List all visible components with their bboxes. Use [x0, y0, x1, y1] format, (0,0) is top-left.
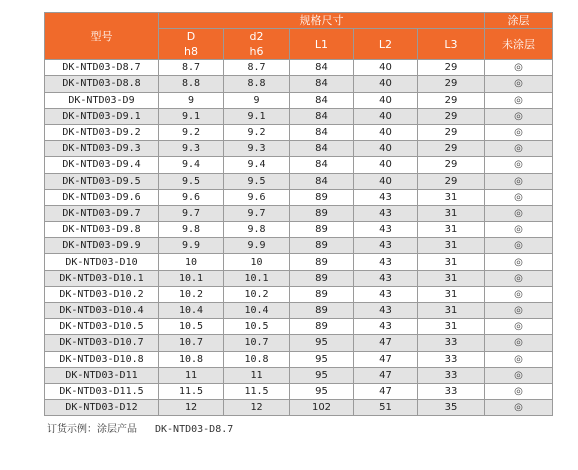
- cell-D: 9.5: [159, 173, 224, 189]
- table-row: [45, 238, 553, 254]
- table-row: [45, 319, 553, 335]
- cell-D: 10: [159, 254, 224, 270]
- cell-D: 10.8: [159, 351, 224, 367]
- cell-d2: 8.8: [224, 76, 290, 92]
- table-header: [45, 13, 553, 60]
- cell-D: 10.4: [159, 303, 224, 319]
- cell-D: 9.7: [159, 205, 224, 221]
- cell-L2: 40: [354, 124, 418, 140]
- cell-model: DK-NTD03-D10.8: [45, 351, 159, 367]
- cell-coating-mark: ◎: [485, 319, 553, 335]
- cell-D: 9.2: [159, 124, 224, 140]
- cell-coating-mark: ◎: [485, 270, 553, 286]
- cell-D: 8.7: [159, 60, 224, 76]
- cell-coating-mark: ◎: [485, 92, 553, 108]
- table-row: [45, 173, 553, 189]
- cell-L1: 89: [290, 319, 354, 335]
- cell-L2: 51: [354, 400, 418, 416]
- cell-L1: 84: [290, 92, 354, 108]
- table-row: [45, 222, 553, 238]
- cell-L1: 89: [290, 303, 354, 319]
- cell-L3: 29: [418, 60, 485, 76]
- cell-coating-mark: ◎: [485, 141, 553, 157]
- cell-d2: 12: [224, 400, 290, 416]
- cell-D: 10.2: [159, 286, 224, 302]
- header-col-D: [159, 29, 224, 60]
- header-col-d2: [224, 29, 290, 60]
- cell-L2: 40: [354, 108, 418, 124]
- cell-model: DK-NTD03-D11.5: [45, 383, 159, 399]
- table-row: [45, 108, 553, 124]
- cell-L1: 102: [290, 400, 354, 416]
- cell-d2: 9.9: [224, 238, 290, 254]
- table-row: [45, 335, 553, 351]
- cell-D: 9.6: [159, 189, 224, 205]
- cell-coating-mark: ◎: [485, 286, 553, 302]
- cell-L1: 89: [290, 286, 354, 302]
- cell-d2: 9.3: [224, 141, 290, 157]
- cell-L2: 43: [354, 254, 418, 270]
- cell-L3: 33: [418, 351, 485, 367]
- cell-d2: 10.8: [224, 351, 290, 367]
- cell-L3: 29: [418, 76, 485, 92]
- cell-d2: 10.1: [224, 270, 290, 286]
- cell-L2: 47: [354, 335, 418, 351]
- cell-coating-mark: ◎: [485, 173, 553, 189]
- table-row: [45, 92, 553, 108]
- cell-L3: 31: [418, 270, 485, 286]
- cell-coating-mark: ◎: [485, 222, 553, 238]
- cell-d2: 9.6: [224, 189, 290, 205]
- cell-D: 10.5: [159, 319, 224, 335]
- cell-L3: 33: [418, 335, 485, 351]
- header-model: 型号: [45, 13, 159, 60]
- cell-coating-mark: ◎: [485, 303, 553, 319]
- table-row: [45, 303, 553, 319]
- cell-D: 9.4: [159, 157, 224, 173]
- cell-L1: 89: [290, 205, 354, 221]
- cell-L3: 31: [418, 189, 485, 205]
- cell-d2: 9.1: [224, 108, 290, 124]
- cell-L3: 29: [418, 173, 485, 189]
- cell-D: 9.8: [159, 222, 224, 238]
- cell-D: 8.8: [159, 76, 224, 92]
- cell-L3: 33: [418, 383, 485, 399]
- cell-d2: 9.7: [224, 205, 290, 221]
- cell-L2: 40: [354, 60, 418, 76]
- table-row: [45, 351, 553, 367]
- cell-coating-mark: ◎: [485, 157, 553, 173]
- table-row: [45, 124, 553, 140]
- table-row: [45, 189, 553, 205]
- header-coating-group: 涂层: [485, 13, 553, 29]
- cell-model: DK-NTD03-D10.7: [45, 335, 159, 351]
- header-coating-uncoated: 未涂层: [485, 29, 553, 60]
- cell-D: 10.1: [159, 270, 224, 286]
- cell-model: DK-NTD03-D8.7: [45, 60, 159, 76]
- table-row: [45, 141, 553, 157]
- cell-L2: 47: [354, 367, 418, 383]
- cell-L2: 43: [354, 270, 418, 286]
- cell-L2: 40: [354, 173, 418, 189]
- cell-model: DK-NTD03-D9.9: [45, 238, 159, 254]
- cell-d2: 10.7: [224, 335, 290, 351]
- header-col-d2-line2: h6: [249, 45, 264, 59]
- table-body: [45, 60, 553, 416]
- header-col-D-line1: D: [186, 30, 196, 44]
- cell-d2: 10.2: [224, 286, 290, 302]
- cell-L3: 31: [418, 222, 485, 238]
- cell-model: DK-NTD03-D10.1: [45, 270, 159, 286]
- header-col-L3: L3: [418, 29, 485, 60]
- cell-coating-mark: ◎: [485, 60, 553, 76]
- cell-model: DK-NTD03-D9.7: [45, 205, 159, 221]
- table-row: [45, 60, 553, 76]
- header-col-L2: L2: [354, 29, 418, 60]
- cell-d2: 10.4: [224, 303, 290, 319]
- header-col-d2-line1: d2: [249, 30, 264, 44]
- cell-model: DK-NTD03-D9: [45, 92, 159, 108]
- cell-L3: 31: [418, 238, 485, 254]
- cell-L1: 89: [290, 254, 354, 270]
- table-row: [45, 286, 553, 302]
- cell-L2: 43: [354, 319, 418, 335]
- cell-model: DK-NTD03-D10: [45, 254, 159, 270]
- cell-d2: 9: [224, 92, 290, 108]
- table-row: [45, 157, 553, 173]
- cell-coating-mark: ◎: [485, 367, 553, 383]
- cell-d2: 9.8: [224, 222, 290, 238]
- header-spec-group: 规格尺寸: [159, 13, 485, 29]
- cell-L1: 95: [290, 351, 354, 367]
- cell-L1: 84: [290, 60, 354, 76]
- cell-d2: 8.7: [224, 60, 290, 76]
- cell-L2: 40: [354, 157, 418, 173]
- cell-d2: 9.4: [224, 157, 290, 173]
- cell-model: DK-NTD03-D11: [45, 367, 159, 383]
- cell-coating-mark: ◎: [485, 189, 553, 205]
- cell-L3: 35: [418, 400, 485, 416]
- cell-L1: 89: [290, 238, 354, 254]
- cell-d2: 11: [224, 367, 290, 383]
- cell-L1: 84: [290, 157, 354, 173]
- cell-coating-mark: ◎: [485, 383, 553, 399]
- cell-coating-mark: ◎: [485, 400, 553, 416]
- cell-L2: 40: [354, 92, 418, 108]
- cell-coating-mark: ◎: [485, 335, 553, 351]
- cell-L3: 29: [418, 157, 485, 173]
- cell-d2: 9.5: [224, 173, 290, 189]
- cell-L2: 43: [354, 286, 418, 302]
- cell-model: DK-NTD03-D9.4: [45, 157, 159, 173]
- cell-L2: 43: [354, 238, 418, 254]
- cell-L1: 84: [290, 76, 354, 92]
- cell-D: 12: [159, 400, 224, 416]
- cell-L1: 95: [290, 367, 354, 383]
- header-col-D-line2: h8: [184, 45, 198, 59]
- table-row: [45, 367, 553, 383]
- cell-L2: 47: [354, 351, 418, 367]
- order-example-note: [44, 420, 552, 435]
- cell-model: DK-NTD03-D9.1: [45, 108, 159, 124]
- cell-coating-mark: ◎: [485, 108, 553, 124]
- cell-model: DK-NTD03-D9.3: [45, 141, 159, 157]
- order-example-label: 订货示例：涂层产品: [47, 424, 137, 436]
- cell-D: 11.5: [159, 383, 224, 399]
- cell-coating-mark: ◎: [485, 205, 553, 221]
- cell-L2: 40: [354, 76, 418, 92]
- cell-L1: 84: [290, 141, 354, 157]
- cell-model: DK-NTD03-D12: [45, 400, 159, 416]
- cell-d2: 11.5: [224, 383, 290, 399]
- cell-L3: 31: [418, 286, 485, 302]
- cell-L2: 47: [354, 383, 418, 399]
- cell-L1: 89: [290, 270, 354, 286]
- cell-L3: 31: [418, 205, 485, 221]
- cell-coating-mark: ◎: [485, 76, 553, 92]
- cell-model: DK-NTD03-D9.6: [45, 189, 159, 205]
- cell-L2: 43: [354, 205, 418, 221]
- cell-D: 9: [159, 92, 224, 108]
- table-row: [45, 270, 553, 286]
- cell-L1: 95: [290, 335, 354, 351]
- cell-L3: 29: [418, 141, 485, 157]
- cell-L2: 43: [354, 189, 418, 205]
- header-col-L1: L1: [290, 29, 354, 60]
- table-row: [45, 205, 553, 221]
- table-row: [45, 383, 553, 399]
- cell-L3: 29: [418, 108, 485, 124]
- cell-L1: 84: [290, 108, 354, 124]
- cell-coating-mark: ◎: [485, 351, 553, 367]
- cell-L1: 89: [290, 222, 354, 238]
- cell-coating-mark: ◎: [485, 254, 553, 270]
- spec-table: [44, 12, 553, 416]
- cell-model: DK-NTD03-D9.8: [45, 222, 159, 238]
- spec-table-container: [44, 12, 552, 435]
- cell-L1: 89: [290, 189, 354, 205]
- cell-L2: 43: [354, 303, 418, 319]
- cell-L3: 31: [418, 303, 485, 319]
- order-example-code: DK-NTD03-D8.7: [155, 424, 234, 436]
- cell-model: DK-NTD03-D9.5: [45, 173, 159, 189]
- cell-D: 10.7: [159, 335, 224, 351]
- table-row: [45, 76, 553, 92]
- cell-model: DK-NTD03-D10.4: [45, 303, 159, 319]
- cell-L2: 40: [354, 141, 418, 157]
- cell-coating-mark: ◎: [485, 124, 553, 140]
- cell-model: DK-NTD03-D8.8: [45, 76, 159, 92]
- cell-D: 9.1: [159, 108, 224, 124]
- cell-L3: 29: [418, 124, 485, 140]
- cell-L1: 95: [290, 383, 354, 399]
- table-row: [45, 254, 553, 270]
- cell-D: 9.9: [159, 238, 224, 254]
- cell-model: DK-NTD03-D9.2: [45, 124, 159, 140]
- cell-d2: 10: [224, 254, 290, 270]
- cell-model: DK-NTD03-D10.2: [45, 286, 159, 302]
- cell-D: 9.3: [159, 141, 224, 157]
- cell-L2: 43: [354, 222, 418, 238]
- cell-L1: 84: [290, 173, 354, 189]
- cell-L3: 33: [418, 367, 485, 383]
- cell-D: 11: [159, 367, 224, 383]
- cell-L1: 84: [290, 124, 354, 140]
- cell-model: DK-NTD03-D10.5: [45, 319, 159, 335]
- cell-L3: 31: [418, 319, 485, 335]
- cell-L3: 31: [418, 254, 485, 270]
- table-row: [45, 400, 553, 416]
- cell-L3: 29: [418, 92, 485, 108]
- cell-coating-mark: ◎: [485, 238, 553, 254]
- cell-d2: 9.2: [224, 124, 290, 140]
- cell-d2: 10.5: [224, 319, 290, 335]
